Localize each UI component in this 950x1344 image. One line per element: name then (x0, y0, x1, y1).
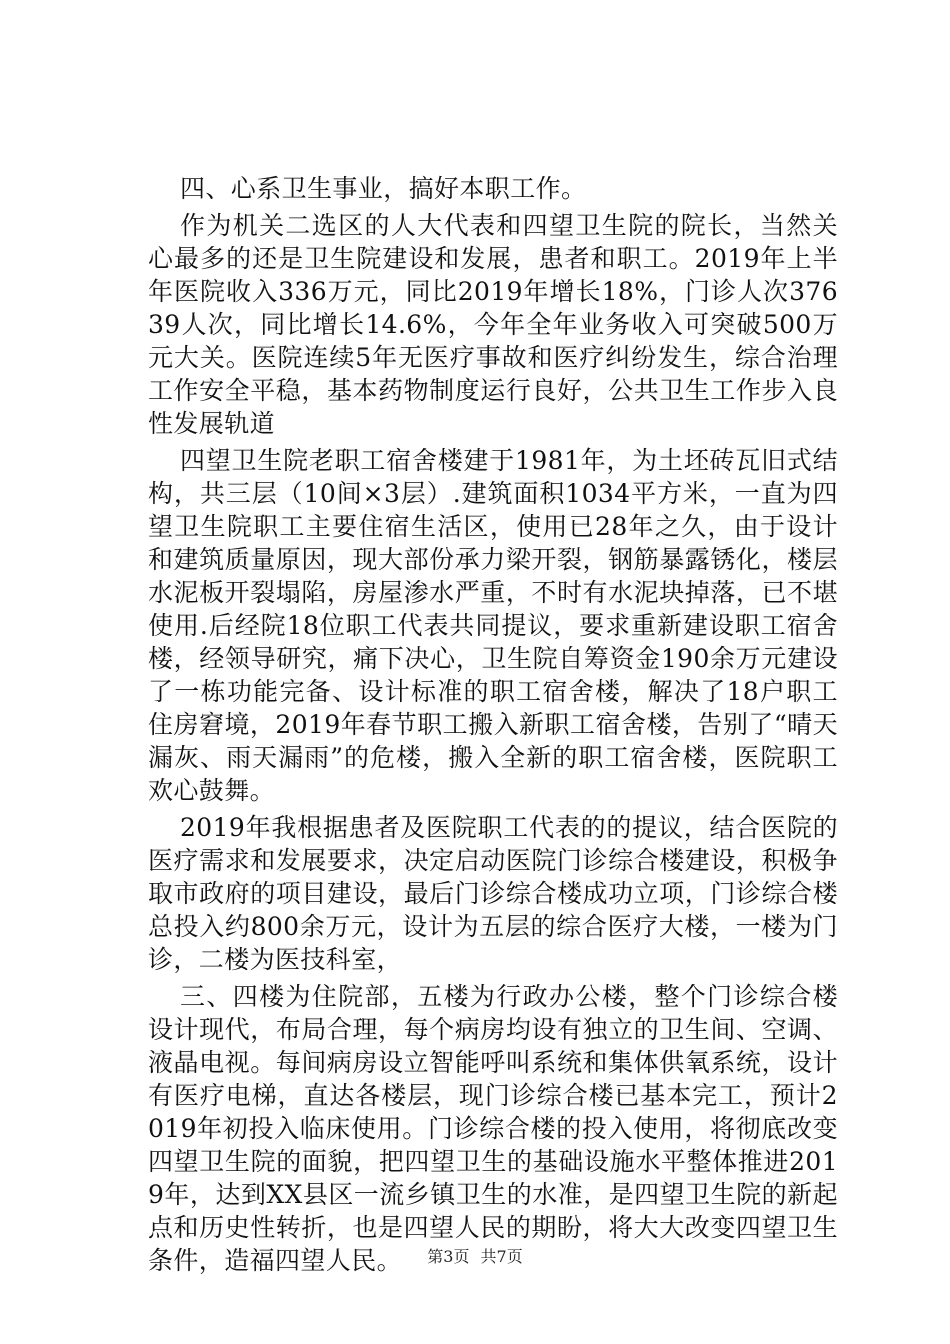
page-number: 第3页 (427, 1247, 470, 1266)
section-heading: 四、心系卫生事业，搞好本职工作。 (180, 174, 587, 203)
document-body (148, 172, 838, 1281)
paragraph-outpatient-building-details: 三、四楼为住院部，五楼为行政办公楼，整个门诊综合楼设计现代，布局合理，每个病房均设有独立的卫生间、空调、液晶电视。每间病房设立智能呼叫系统和集体供氧系统，设计有医疗电梯，直达各楼层，现门诊综合楼已基本完工，预计2019年初投入临床使用。门诊综合楼的投入使用，将彻底改变四望卫生院的面貌，把四望卫生的基础设施水平整体推进2019年，达到XX县区一流乡镇卫生的水准，是四望卫生院的新起点和历史性转折，也是四望人民的期盼，将大大改变四望卫生条件，造福四望人民。 (148, 982, 838, 1275)
paragraph-outpatient-building-plan: 2019年我根据患者及医院职工代表的的提议，结合医院的医疗需求和发展要求，决定启动医院门诊综合楼建设，积极争取市政府的项目建设，最后门诊综合楼成功立项，门诊综合楼总投入约800余万元，设计为五层的综合医疗大楼，一楼为门诊，二楼为医技科室， (148, 813, 838, 974)
page-total: 共7页 (480, 1247, 523, 1266)
paragraph-staff-dormitory: 四望卫生院老职工宿舍楼建于1981年，为土坯砖瓦旧式结构，共三层（10间×3层）.建筑面积1034平方米，一直为四望卫生院职工主要住宿生活区，使用已28年之久，由于设计和建筑质量原因，现大部份承力梁开裂，钢筋暴露锈化，楼层水泥板开裂塌陷，房屋渗水严重，不时有水泥块掉落，已不堪使用.后经院18位职工代表共同提议，要求重新建设职工宿舍楼，经领导研究，痛下决心，卫生院自筹资金190余万元建设了一栋功能完备、设计标准的职工宿舍楼，解决了18户职工住房窘境，2019年春节职工搬入新职工宿舍楼，告别了“晴天漏灰、雨天漏雨”的危楼，搬入全新的职工宿舍楼，医院职工欢心鼓舞。 (148, 446, 838, 805)
paragraph-hospital-performance: 作为机关二选区的人大代表和四望卫生院的院长，当然关心最多的还是卫生院建设和发展，患者和职工。2019年上半年医院收入336万元，同比2019年增长18%，门诊人次37639人次，同比增长14.6%，今年全年业务收入可突破500万元大关。医院连续5年无医疗事故和医疗纠纷发生，综合治理工作安全平稳，基本药物制度运行良好，公共卫生工作步入良性发展轨道 (148, 211, 838, 438)
page-footer (0, 1247, 950, 1267)
